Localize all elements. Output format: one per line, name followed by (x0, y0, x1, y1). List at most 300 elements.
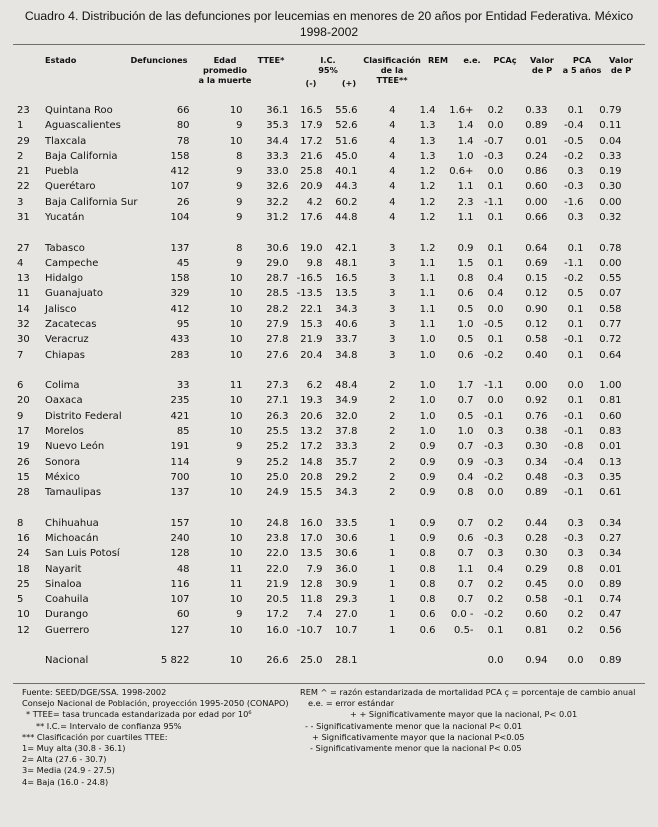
cell-valor-p-2: 0.58 (599, 303, 622, 315)
cell-ttee: 28.2 (266, 303, 289, 315)
cell-ee: 0.7 (457, 441, 474, 453)
table-row (13, 623, 622, 638)
cell-edad: 10 (229, 334, 243, 346)
cell-ttee: 16.0 (266, 624, 289, 636)
cell-pcac: 0.2 (487, 105, 504, 116)
cell-valor-p: 0.01 (525, 135, 548, 147)
cell-rem: 0.6 (419, 609, 436, 621)
cell-estado: Campeche (45, 257, 99, 269)
cell-estado: Oaxaca (45, 395, 83, 407)
cell-ee: 0.7 (457, 548, 474, 560)
table-row (13, 134, 622, 149)
cell-rem: 1.0 (419, 426, 436, 438)
cell-edad: 10 (229, 395, 243, 407)
cell-ee: 1.6+ (449, 105, 474, 116)
cell-edad: 9 (236, 120, 243, 132)
cell-ee: 0.6 (457, 349, 474, 361)
cell-ic-high: 34.9 (335, 395, 358, 407)
cell-ee: 1.4 (457, 135, 474, 147)
cell-valor-p-2: 0.00 (599, 257, 622, 269)
cell-valor-p: 0.92 (525, 395, 548, 407)
cell-edad: 10 (229, 135, 243, 147)
header-edad: Edad promedio a la muerte (198, 55, 252, 85)
cell-ee: 0.5 (457, 410, 474, 422)
header-ttee: TTEE* (257, 55, 285, 65)
cell-ee: 1.4 (457, 120, 474, 132)
cell-rem: 1.2 (419, 212, 436, 224)
table-row (13, 393, 622, 408)
cell-estado: Sonora (45, 456, 81, 468)
cell-estado: Chiapas (45, 349, 85, 361)
cell-valor-p-2: 0.00 (599, 196, 622, 208)
header-valor-p: Valor de P (530, 55, 554, 75)
cell-estado: Baja California Sur (45, 196, 138, 208)
cell-ic-low: 11.8 (300, 594, 323, 606)
cell-estado: Hidalgo (45, 273, 84, 285)
cell-pcac: -0.3 (484, 150, 504, 162)
cell-edad: 9 (236, 212, 243, 224)
cell-rem: 1.2 (419, 166, 436, 178)
cell-edad: 10 (229, 319, 243, 331)
cell-id: 20 (17, 395, 30, 407)
cell-edad: 9 (236, 196, 243, 208)
cell-ic-high: 48.4 (335, 380, 358, 392)
cell-valor-p-2: 0.79 (599, 105, 622, 116)
cell-edad: 10 (229, 471, 243, 483)
cell-estado: Distrito Federal (45, 410, 122, 422)
cell-valor-p: 0.44 (525, 517, 548, 529)
cell-edad: 10 (229, 426, 243, 438)
data-table (13, 103, 622, 669)
cell-valor-p-2: 0.60 (599, 410, 622, 422)
cell-pca-5: -0.1 (564, 487, 584, 499)
cell-edad: 11 (229, 578, 243, 590)
table-row (13, 485, 622, 500)
cell-valor-p: 0.69 (525, 257, 548, 269)
cell-pcac: 0.0 (487, 166, 504, 178)
cell-ic-low: -10.7 (296, 624, 323, 636)
table-row (13, 516, 622, 531)
cell-pcac: -1.1 (484, 380, 504, 392)
cell-ttee: 26.3 (266, 410, 289, 422)
note-conapo: Consejo Nacional de Población, proyección 1995-2050 (CONAPO) (22, 698, 289, 709)
cell-estado: Guerrero (45, 624, 90, 636)
cell-ic-low: 17.6 (300, 212, 323, 224)
cell-ee: 0.7 (457, 594, 474, 606)
cell-estado: Colima (45, 380, 80, 392)
header-estado: Estado (45, 55, 77, 65)
cell-id: 4 (17, 257, 24, 269)
cell-id: 11 (17, 288, 30, 300)
cell-pca-5: 0.8 (567, 563, 584, 575)
cell-ee: 0.6 (457, 288, 474, 300)
cell-ttee: 20.5 (266, 594, 289, 606)
cell-ee: 1.5 (457, 257, 474, 269)
cell-ee: 1.1 (457, 181, 474, 193)
cell-rem: 1.1 (419, 319, 436, 331)
cell-ic-high: 30.6 (335, 548, 358, 560)
cell-valor-p-2: 0.78 (599, 242, 622, 254)
cell-clasificacion: 3 (389, 334, 396, 346)
cell-ttee: 23.8 (266, 532, 289, 544)
cell-clasificacion: 4 (389, 181, 396, 193)
table-row (13, 149, 622, 164)
cell-rem: 0.6 (419, 624, 436, 636)
cell-rem (396, 653, 436, 668)
cell-valor-p-2: 1.00 (599, 380, 622, 392)
cell-clasificacion: 1 (389, 594, 396, 606)
cell-defunciones: 114 (170, 456, 190, 468)
cell-clasificacion: 4 (389, 212, 396, 224)
cell-estado: Querétaro (45, 181, 96, 193)
cell-clasificacion: 1 (389, 532, 396, 544)
cell-id: 29 (17, 135, 30, 147)
cell-estado: Tlaxcala (45, 135, 87, 147)
cell-pca-5: -0.3 (564, 471, 584, 483)
cell-id (13, 653, 45, 668)
cell-ic-high: 27.0 (335, 609, 358, 621)
cell-ttee: 25.2 (266, 456, 289, 468)
cell-ic-high: 34.3 (335, 303, 358, 315)
cell-pcac: 0.1 (487, 212, 504, 224)
cell-pcac: 0.2 (487, 578, 504, 590)
cell-valor-p-2: 0.01 (599, 563, 622, 575)
cell-defunciones: 85 (176, 426, 190, 438)
cell-ic-low: 17.0 (300, 532, 323, 544)
title-line-1: Cuadro 4. Distribución de las defunciones por leucemias en menores de 20 años por Entidad Federativa. México (24, 9, 634, 23)
cell-ic-low: 17.2 (300, 441, 323, 453)
cell-valor-p-2: 0.56 (599, 624, 622, 636)
cell-defunciones: 48 (176, 563, 190, 575)
cell-valor-p-2: 0.04 (599, 135, 622, 147)
cell-ic-low: 4.2 (306, 196, 323, 208)
cell-ic-high: 34.3 (335, 487, 358, 499)
cell-defunciones: 157 (170, 517, 190, 529)
cell-clasificacion: 3 (389, 319, 396, 331)
cell-ic-low: 12.8 (300, 578, 323, 590)
cell-ee: 1.0 (457, 319, 474, 331)
cell-rem: 0.8 (419, 548, 436, 560)
cell-defunciones: 104 (170, 212, 190, 224)
table-row (13, 332, 622, 347)
cell-pca-5: -0.2 (564, 150, 584, 162)
cell-defunciones: 95 (176, 319, 190, 331)
cell-pca-5: -0.1 (564, 594, 584, 606)
cell-ttee: 32.6 (266, 181, 289, 193)
cell-ic-low: -16.5 (296, 273, 323, 285)
cell-id: 28 (17, 487, 30, 499)
cell-id: 9 (17, 410, 24, 422)
cell-clasificacion: 2 (389, 426, 396, 438)
cell-pca-5: -0.3 (564, 532, 584, 544)
cell-valor-p: 0.60 (525, 181, 548, 193)
table-row (13, 592, 622, 607)
cell-ic-high: 29.3 (335, 594, 358, 606)
cell-defunciones: 60 (176, 609, 190, 621)
cell-ttee: 24.8 (266, 517, 289, 529)
cell-defunciones: 158 (170, 273, 190, 285)
cell-defunciones: 421 (170, 410, 190, 422)
header-pcac: PCAç (493, 55, 517, 65)
cell-ttee: 35.3 (266, 120, 289, 132)
cell-defunciones: 107 (170, 181, 190, 193)
cell-ttee: 31.2 (266, 212, 289, 224)
cell-ic-high: 60.2 (335, 196, 358, 208)
table-row (13, 577, 622, 592)
cell-pca-5: 0.1 (567, 303, 584, 315)
cell-pcac: 0.0 (487, 120, 504, 132)
header-clasificacion: Clasificación de la TTEE** (363, 55, 421, 85)
cell-ic-low: 20.8 (300, 471, 323, 483)
cell-rem: 1.0 (419, 410, 436, 422)
cell-pca-5: 0.3 (567, 548, 584, 560)
cell-valor-p: 0.40 (525, 349, 548, 361)
cell-ee: 0.7 (457, 517, 474, 529)
cell-valor-p: 0.12 (525, 288, 548, 300)
table-row (13, 195, 622, 210)
cell-valor-p: 0.89 (525, 487, 548, 499)
cell-ttee: 28.5 (266, 288, 289, 300)
cell-ee: 1.1 (457, 563, 474, 575)
cell-ic-low: 16.0 (300, 517, 323, 529)
cell-valor-p-2: 0.47 (599, 609, 622, 621)
cell-ee: 0.5- (454, 624, 474, 636)
cell-clasificacion: 2 (389, 471, 396, 483)
cell-estado: Chihuahua (45, 517, 99, 529)
cell-pcac: -0.3 (484, 532, 504, 544)
cell-pca-5: 0.0 (567, 655, 584, 667)
cell-valor-p: 0.24 (525, 150, 548, 162)
note-ic: ** I.C.= Intervalo de confianza 95% (36, 720, 182, 731)
cell-valor-p: 0.66 (525, 212, 548, 224)
cell-pcac: 0.2 (487, 594, 504, 606)
cell-pca-5: 0.3 (567, 212, 584, 224)
cell-ic-low: 22.1 (300, 303, 323, 315)
cell-ee: 0.8 (457, 273, 474, 285)
cell-ic-low: 19.0 (300, 242, 323, 254)
table-title (0, 8, 658, 40)
cell-defunciones: 128 (170, 548, 190, 560)
cell-rem: 0.9 (419, 487, 436, 499)
cell-id: 32 (17, 319, 30, 331)
note-rem-pca: REM ^ = razón estandarizada de mortalidad PCA ç = porcentaje de cambio anual (300, 687, 636, 697)
cell-valor-p: 0.29 (525, 563, 548, 575)
cell-defunciones: 127 (170, 624, 190, 636)
cell-valor-p-2: 0.81 (599, 395, 622, 407)
note-minus: - Significativamente menor que la nacional P< 0.05 (310, 743, 522, 754)
cell-edad: 8 (236, 242, 243, 254)
cell-valor-p: 0.81 (525, 624, 548, 636)
cell-estado: Tamaulipas (45, 487, 102, 499)
cell-id: 26 (17, 456, 30, 468)
cell-defunciones: 116 (170, 578, 190, 590)
cell-pca-5: 0.1 (567, 395, 584, 407)
cell-defunciones: 137 (170, 487, 190, 499)
header-ic: I.C. 95% (318, 55, 338, 75)
cell-ic-low: 13.2 (300, 426, 323, 438)
cell-id: 30 (17, 334, 30, 346)
cell-defunciones: 26 (176, 196, 190, 208)
cell-rem: 1.3 (419, 120, 436, 132)
cell-defunciones: 137 (170, 242, 190, 254)
cell-estado: Guanajuato (45, 288, 103, 300)
cell-ic-high: 42.1 (335, 242, 358, 254)
header-ic-low: (-) (305, 78, 317, 88)
cell-pcac: 0.4 (487, 273, 504, 285)
cell-ee: 0.6+ (449, 166, 474, 178)
cell-valor-p: 0.48 (525, 471, 548, 483)
cell-pca-5: -0.8 (564, 441, 584, 453)
cell-rem: 1.0 (419, 395, 436, 407)
cell-rem: 1.2 (419, 196, 436, 208)
cell-valor-p-2: 0.01 (599, 441, 622, 453)
cell-pcac: -0.2 (484, 471, 504, 483)
cell-rem: 0.8 (419, 563, 436, 575)
cell-estado: Michoacán (45, 532, 99, 544)
cell-ic-low: 6.2 (306, 380, 323, 392)
table-row (13, 409, 622, 424)
cell-clasificacion: 4 (389, 135, 396, 147)
cell-ic-high: 29.2 (335, 471, 358, 483)
cell-edad: 10 (229, 594, 243, 606)
cell-pca-5: 0.3 (567, 517, 584, 529)
cell-valor-p: 0.28 (525, 532, 548, 544)
cell-edad: 9 (236, 456, 243, 468)
cell-defunciones: 78 (176, 135, 190, 147)
cell-id: 5 (17, 594, 24, 606)
table-row (13, 562, 622, 577)
notes-left (22, 687, 289, 788)
cell-valor-p-2: 0.33 (599, 150, 622, 162)
cell-id: 17 (17, 426, 30, 438)
note-class-3: 3= Media (24.9 - 27.5) (22, 765, 115, 776)
cell-estado: Nayarit (45, 563, 82, 575)
table-row (13, 378, 622, 393)
header-pca-5: PCA a 5 años (562, 55, 602, 75)
cell-pca-5: -0.1 (564, 410, 584, 422)
cell-id: 10 (17, 609, 30, 621)
cell-rem: 0.9 (419, 532, 436, 544)
cell-ee: 0.9 (457, 242, 474, 254)
cell-id: 24 (17, 548, 30, 560)
cell-clasificacion: 4 (389, 196, 396, 208)
cell-edad: 8 (236, 150, 243, 162)
cell-ic-low: 25.8 (300, 166, 323, 178)
table-row (13, 546, 622, 561)
cell-ttee: 22.0 (266, 563, 289, 575)
cell-valor-p: 0.00 (525, 196, 548, 208)
cell-pcac: -0.7 (484, 135, 504, 147)
title-line-2: 1998-2002 (299, 25, 359, 39)
cell-ic-high: 55.6 (335, 105, 358, 116)
cell-pca-5: -1.6 (564, 196, 584, 208)
cell-estado: Aguascalientes (45, 120, 121, 132)
cell-ic-high: 48.1 (335, 257, 358, 269)
cell-id: 31 (17, 212, 30, 224)
cell-valor-p: 0.30 (525, 548, 548, 560)
cell-pca-5: 0.2 (567, 609, 584, 621)
cell-pcac: -0.5 (484, 319, 504, 331)
cell-estado: Durango (45, 609, 89, 621)
cell-pcac: 0.2 (487, 517, 504, 529)
cell-clasificacion (358, 653, 396, 668)
table-row (13, 179, 622, 194)
table-row (13, 118, 622, 133)
cell-estado: Quintana Roo (45, 105, 113, 116)
cell-defunciones: 33 (176, 380, 190, 392)
group-spacer (13, 638, 622, 653)
cell-ic-high: 10.7 (335, 624, 358, 636)
cell-ic-low: 21.9 (300, 334, 323, 346)
cell-pcac: 0.0 (487, 487, 504, 499)
cell-defunciones: 158 (170, 150, 190, 162)
cell-valor-p-2: 0.89 (599, 655, 622, 667)
cell-clasificacion: 1 (389, 609, 396, 621)
cell-ic-high: 44.8 (335, 212, 358, 224)
table-row (13, 164, 622, 179)
cell-pca-5: -0.5 (564, 135, 584, 147)
table-row (13, 470, 622, 485)
cell-pcac: -0.1 (484, 410, 504, 422)
cell-rem: 1.3 (419, 150, 436, 162)
header-ic-high: (+) (341, 78, 357, 88)
cell-valor-p-2: 0.83 (599, 426, 622, 438)
cell-pcac: 0.0 (487, 303, 504, 315)
cell-ic-high: 33.7 (335, 334, 358, 346)
cell-edad: 9 (236, 181, 243, 193)
table-row-nacional (13, 653, 622, 668)
cell-defunciones: 240 (170, 532, 190, 544)
cell-clasificacion: 3 (389, 303, 396, 315)
cell-ee: 0.7 (457, 578, 474, 590)
cell-ee: 1.0 (457, 150, 474, 162)
cell-id: 25 (17, 578, 30, 590)
cell-defunciones: 45 (176, 257, 190, 269)
cell-edad: 9 (236, 257, 243, 269)
cell-estado: Baja California (45, 150, 118, 162)
bottom-rule (13, 683, 645, 684)
cell-defunciones: 700 (170, 471, 190, 483)
cell-edad: 10 (229, 548, 243, 560)
cell-clasificacion: 1 (389, 548, 396, 560)
cell-ttee: 27.6 (266, 349, 289, 361)
cell-estado: Nacional (45, 655, 89, 667)
cell-clasificacion: 4 (389, 166, 396, 178)
cell-rem: 0.8 (419, 578, 436, 590)
cell-ee: 0.5 (457, 334, 474, 346)
cell-pcac: 0.0 (487, 395, 504, 407)
cell-clasificacion: 4 (389, 105, 396, 116)
cell-defunciones: 191 (170, 441, 190, 453)
cell-ee: 0.0 - (450, 609, 474, 621)
cell-valor-p: 0.60 (525, 609, 548, 621)
cell-pca-5: 0.5 (567, 288, 584, 300)
cell-ic-low: 20.9 (300, 181, 323, 193)
cell-valor-p: 0.76 (525, 410, 548, 422)
cell-ic-low: 15.5 (300, 487, 323, 499)
cell-edad: 10 (229, 487, 243, 499)
cell-ttee: 26.6 (266, 655, 289, 667)
table-row (13, 531, 622, 546)
cell-ic-low: 19.3 (300, 395, 323, 407)
cell-valor-p: 0.38 (525, 426, 548, 438)
cell-ttee: 17.2 (266, 609, 289, 621)
cell-ic-high: 33.5 (335, 517, 358, 529)
top-rule (13, 44, 645, 45)
cell-clasificacion: 2 (389, 395, 396, 407)
cell-valor-p-2: 0.74 (599, 594, 622, 606)
cell-rem: 1.3 (419, 135, 436, 147)
